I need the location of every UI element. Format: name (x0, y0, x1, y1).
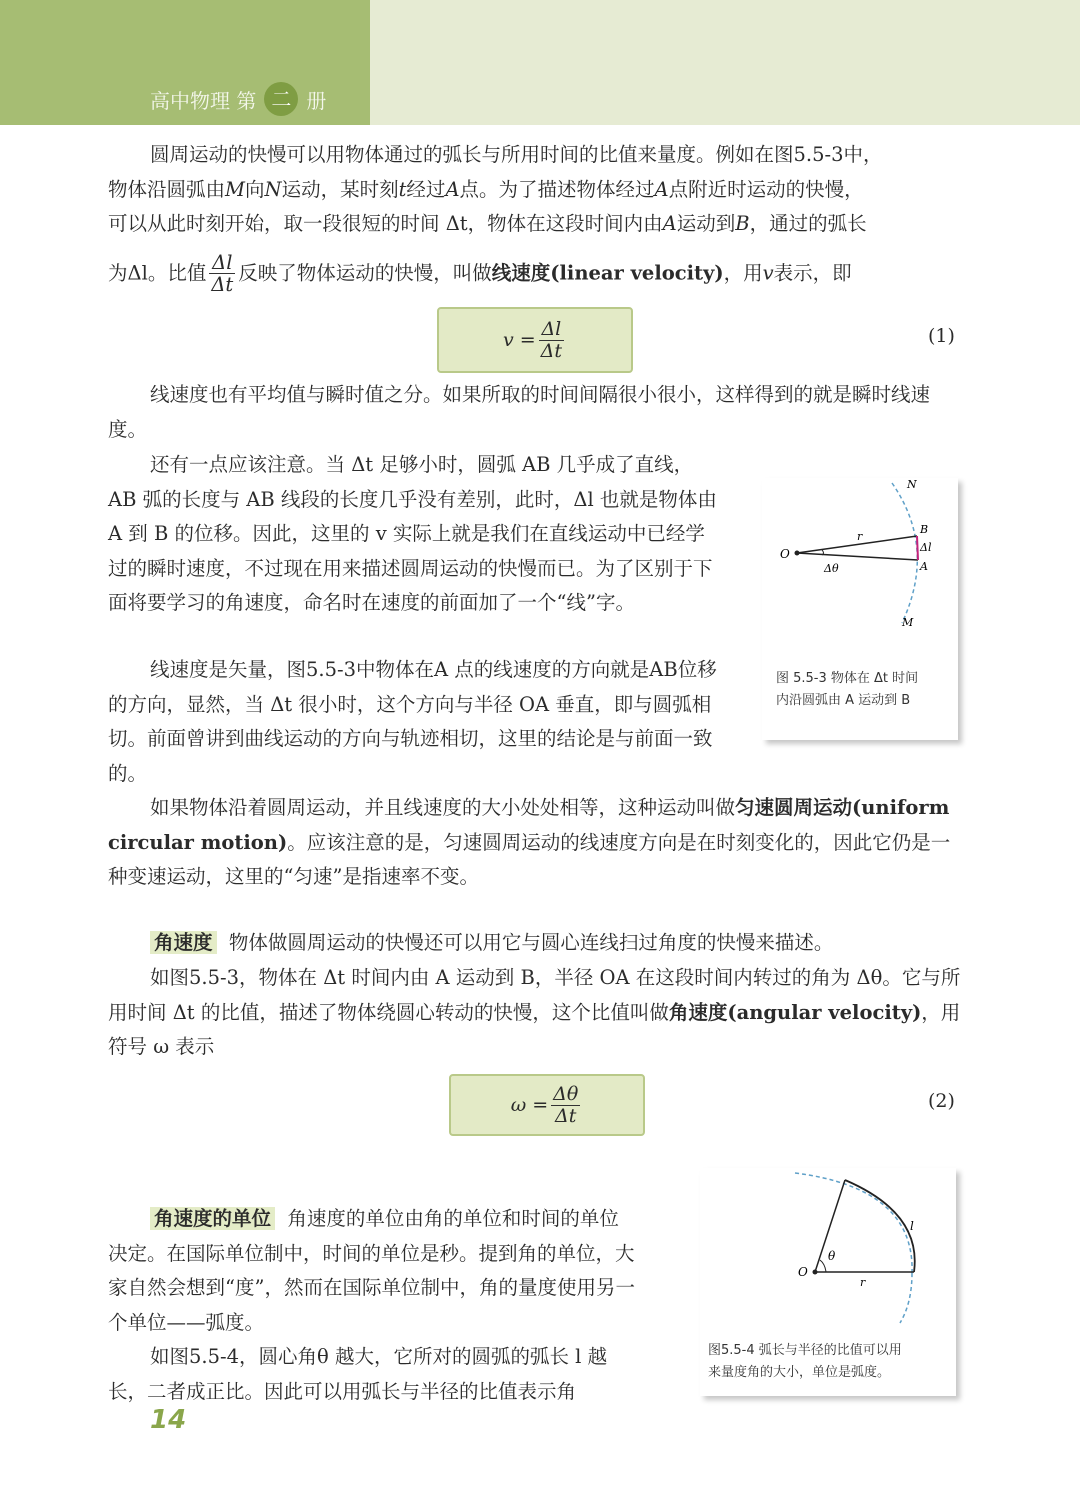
book-title (150, 82, 326, 116)
term-linear-velocity: 线速度 (491, 260, 551, 284)
equation-1-fraction: $\frac{\Delta l}{\Delta t}$ (540, 317, 563, 362)
para1-line4: 为Δl。比值 $\frac{\Delta l}{\Delta t}$ 反映了物体运动的快慢，叫做线速度(linear velocity)，用v表示，即 (108, 250, 852, 296)
figure-5-5-4 (700, 1168, 956, 1396)
para1-line2: 物体沿圆弧由M向N运动，某时刻t经过A点。为了描述物体经过A点附近时运动的快慢， (108, 177, 864, 201)
page-number: 14 (150, 1405, 187, 1435)
volume-badge: 二 (264, 82, 298, 116)
outer-arc-bottom (900, 1273, 912, 1323)
equation-1-label: (1) (928, 325, 955, 347)
svg-text:r: r (860, 1276, 866, 1289)
svg-text:r: r (857, 530, 863, 543)
paragraph-radian-intro: 如图5.5-4，圆心角θ 越大，它所对的圆弧的弧长 l 越长，二者成正比。因此可以用弧长与半径的比值表示角 (108, 1345, 608, 1403)
paragraph-attention: 还有一点应该注意。当 Δt 足够小时，圆弧 AB 几乎成了直线，AB 弧的长度与 AB 线段的长度几乎没有差别，此时，Δl 也就是物体由 A 到 B 的位移。因此，这里的 v 实际上就是我们在直线运动中已经学过的瞬时速度，不过现在用来描述圆周运动的快慢而已。为了区别于下面将要学习的角速度，命名时在速度的前面加了一个“线”字。 (108, 453, 717, 614)
arc-path (892, 483, 917, 623)
paragraph-angular-velocity-def: 如图5.5-3，物体在 Δt 时间内由 A 运动到 B，半径 OA 在这段时间内转过的角为 Δθ。它与所用时间 Δt 的比值，描述了物体绕圆心转动的快慢，这个比值叫做角速度(angular velocity)，用符号 ω 表示 (108, 966, 961, 1058)
ratio-fraction: $\frac{\Delta l}{\Delta t}$ (211, 250, 234, 296)
svg-text:Δl: Δl (920, 541, 932, 554)
outer-arc-top (795, 1173, 912, 1273)
section-angular-velocity-unit: 角速度的单位 角速度的单位由角的单位和时间的单位决定。在国际单位制中，时间的单位是秒。提到角的单位，大家自然会想到“度”，然而在国际单位制中，角的量度使用另一个单位——弧度。 (108, 1207, 635, 1334)
radius-oa (797, 553, 918, 560)
book-title-prefix: 高中物理 第 (150, 88, 257, 113)
paragraph-uniform-circular: 如果物体沿着圆周运动，并且线速度的大小处处相等，这种运动叫做匀速圆周运动(uniform circular motion)。应该注意的是，匀速圆周运动的线速度方向是在时刻变化的，因此它仍是一种变速运动，这里的“匀速”是指速率不变。 (108, 796, 951, 888)
figure-5-5-4-caption: 图5.5-4 弧长与半径的比值可以用 来量度角的大小，单位是弧度。 (708, 1343, 902, 1380)
paragraph-linear-velocity-intro (108, 138, 962, 295)
svg-text:A: A (920, 560, 928, 573)
svg-text:Δθ: Δθ (824, 562, 839, 575)
svg-text:O: O (780, 547, 790, 561)
displacement-ab (917, 536, 918, 560)
para1-line1: 圆周运动的快慢可以用物体通过的弧长与所用时间的比值来量度。例如在图5.5-3中， (150, 143, 883, 166)
center-o (813, 1270, 818, 1275)
svg-text:B: B (920, 523, 929, 536)
svg-text:θ: θ (828, 1249, 836, 1263)
svg-text:O: O (798, 1265, 808, 1279)
equation-1-box: v = $\frac{\Delta l}{\Delta t}$ (437, 307, 633, 373)
svg-text:N: N (907, 478, 917, 491)
center-o (795, 551, 800, 556)
term-angular-velocity: 角速度 (668, 1000, 728, 1024)
equation-2-fraction: $\frac{\Delta\theta}{\Delta t}$ (553, 1082, 579, 1127)
arc-l (845, 1180, 915, 1272)
section-heading-unit: 角速度的单位 (150, 1207, 275, 1230)
para1-line3: 可以从此时刻开始，取一段很短的时间 Δt，物体在这段时间内由A运动到B，通过的弧长 (108, 212, 867, 235)
paragraph-average-instant: 线速度也有平均值与瞬时值之分。如果所取的时间间隔很小很小，这样得到的就是瞬时线速度。 (108, 383, 931, 441)
angle-arc (822, 550, 824, 555)
svg-text:l: l (910, 1219, 914, 1233)
figure-5-5-4-diagram (700, 1168, 956, 1338)
equation-2-box: ω = $\frac{\Delta\theta}{\Delta t}$ (449, 1074, 645, 1136)
section-heading-angular-velocity: 角速度 (150, 931, 217, 954)
figure-5-5-3 (762, 478, 958, 740)
equation-2-label: (2) (928, 1090, 955, 1112)
figure-5-5-3-caption: 图 5.5-3 物体在 Δt 时间 内沿圆弧由 A 运动到 B (776, 671, 919, 708)
svg-text:M: M (902, 616, 914, 629)
term-uniform-circular-motion: 匀速圆周运动 (735, 796, 853, 819)
section-angular-velocity: 角速度 物体做圆周运动的快慢还可以用它与圆心连线扫过角度的快慢来描述。 (108, 926, 962, 961)
angle-theta-arc (820, 1260, 826, 1272)
figure-5-5-3-diagram (762, 478, 958, 658)
paragraph-vector: 线速度是矢量，图5.5-3中物体在A 点的线速度的方向就是AB位移的方向，显然，当 Δt 很小时，这个方向与半径 OA 垂直，即与圆弧相切。前面曾讲到曲线运动的方向与轨迹相切，这里的结论是与前面一致的。 (108, 658, 717, 785)
book-title-suffix: 册 (306, 88, 327, 113)
